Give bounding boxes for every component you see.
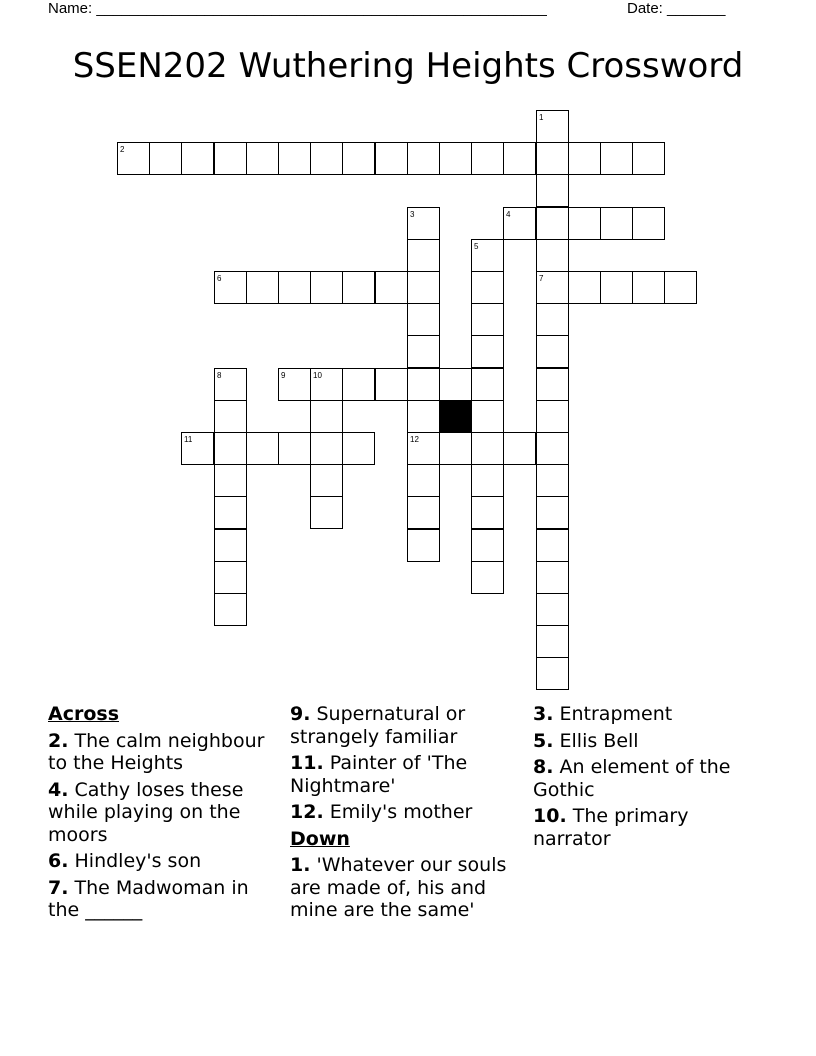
crossword-cell[interactable] <box>536 207 569 240</box>
crossword-cell[interactable] <box>181 432 214 465</box>
crossword-cell[interactable] <box>568 207 601 240</box>
clue-number: 12. <box>290 801 324 823</box>
down-heading: Down <box>290 827 350 850</box>
crossword-cell[interactable] <box>407 496 440 529</box>
clue-across-9 <box>290 703 526 748</box>
crossword-cell[interactable] <box>471 271 504 304</box>
page-title: SSEN202 Wuthering Heights Crossword <box>72 46 744 86</box>
crossword-cell[interactable] <box>471 529 504 562</box>
crossword-cell[interactable] <box>407 432 440 465</box>
crossword-cell[interactable] <box>278 142 311 175</box>
crossword-cell[interactable] <box>536 464 569 497</box>
crossword-cell[interactable] <box>536 174 569 207</box>
clue-number-label: 11 <box>184 435 193 444</box>
clue-text: Entrapment <box>559 703 673 725</box>
crossword-cell[interactable] <box>600 271 633 304</box>
crossword-cell[interactable] <box>117 142 150 175</box>
clue-across-7 <box>48 877 284 922</box>
clue-number: 7. <box>48 876 69 899</box>
crossword-cell[interactable] <box>568 271 601 304</box>
crossword-cell[interactable] <box>568 142 601 175</box>
clue-number-label: 2 <box>120 145 125 154</box>
crossword-cell[interactable] <box>407 303 440 336</box>
crossword-cell[interactable] <box>471 303 504 336</box>
clue-down-3 <box>533 703 769 726</box>
clue-across-6 <box>48 850 284 873</box>
clues-column-3 <box>533 703 769 854</box>
crossword-cell[interactable] <box>536 271 569 304</box>
crossword-cell[interactable] <box>278 368 311 401</box>
clue-across-4 <box>48 779 284 847</box>
crossword-cell[interactable] <box>214 142 247 175</box>
crossword-cell[interactable] <box>310 271 343 304</box>
crossword-cell[interactable] <box>407 271 440 304</box>
crossword-cell[interactable] <box>536 303 569 336</box>
crossword-cell[interactable] <box>536 368 569 401</box>
crossword-cell[interactable] <box>471 561 504 594</box>
crossword-cell[interactable] <box>214 400 247 433</box>
clue-number-label: 4 <box>506 210 511 219</box>
crossword-cell[interactable] <box>536 110 569 143</box>
crossword-cell[interactable] <box>375 271 408 304</box>
clue-number: 3. <box>533 703 554 725</box>
crossword-cell[interactable] <box>471 400 504 433</box>
crossword-cell[interactable] <box>536 529 569 562</box>
clue-number: 11. <box>290 752 324 774</box>
clue-number: 9. <box>290 703 311 725</box>
crossword-cell[interactable] <box>278 271 311 304</box>
clue-number-label: 8 <box>217 371 222 380</box>
clue-text: The Madwoman in the ______ <box>48 876 249 921</box>
clue-text: Supernatural or strangely familiar <box>290 703 466 748</box>
clue-text: The primary narrator <box>533 805 689 850</box>
crossword-cell[interactable] <box>503 142 536 175</box>
crossword-cell[interactable] <box>471 464 504 497</box>
crossword-cell[interactable] <box>375 368 408 401</box>
clues-column-2 <box>290 703 526 926</box>
clue-text: The calm neighbour to the Heights <box>48 729 265 774</box>
crossword-cell[interactable] <box>664 271 697 304</box>
clue-down-5 <box>533 730 769 753</box>
clue-across-2 <box>48 730 284 775</box>
clue-number: 6. <box>48 850 69 872</box>
clue-text: Hindley's son <box>74 850 202 872</box>
clue-text: Cathy loses these while playing on the moors <box>48 778 244 846</box>
clue-number: 4. <box>48 778 69 801</box>
crossword-cell[interactable] <box>536 625 569 658</box>
crossword-cell[interactable] <box>439 368 472 401</box>
crossword-cell[interactable] <box>246 271 279 304</box>
crossword-cell[interactable] <box>181 142 214 175</box>
crossword-cell[interactable] <box>310 142 343 175</box>
crossword-cell[interactable] <box>278 432 311 465</box>
crossword-cell[interactable] <box>214 561 247 594</box>
crossword-cell[interactable] <box>214 496 247 529</box>
clue-number: 2. <box>48 729 69 752</box>
clue-number-label: 9 <box>281 371 286 380</box>
across-heading: Across <box>48 703 120 725</box>
clues-column-1 <box>48 703 284 926</box>
date-label: Date: _______ <box>627 0 726 17</box>
crossword-cell[interactable] <box>214 368 247 401</box>
crossword-cell[interactable] <box>536 335 569 368</box>
crossword-cell[interactable] <box>471 142 504 175</box>
crossword-cell[interactable] <box>471 335 504 368</box>
clue-across-11 <box>290 752 526 797</box>
crossword-cell[interactable] <box>342 432 375 465</box>
crossword-cell[interactable] <box>536 432 569 465</box>
crossword-cell[interactable] <box>246 432 279 465</box>
crossword-cell[interactable] <box>632 271 665 304</box>
crossword-cell[interactable] <box>407 142 440 175</box>
crossword-cell[interactable] <box>503 207 536 240</box>
crossword-cell[interactable] <box>310 368 343 401</box>
clue-number-label: 7 <box>539 274 544 283</box>
clue-number: 5. <box>533 729 554 752</box>
crossword-cell[interactable] <box>536 657 569 690</box>
clue-text: An element of the Gothic <box>533 756 731 801</box>
crossword-cell[interactable] <box>536 561 569 594</box>
crossword-cell[interactable] <box>503 432 536 465</box>
crossword-cell[interactable] <box>600 207 633 240</box>
clue-number-label: 10 <box>313 371 322 380</box>
crossword-cell[interactable] <box>214 529 247 562</box>
crossword-cell[interactable] <box>375 142 408 175</box>
clue-down-1 <box>290 854 526 922</box>
crossword-cell[interactable] <box>214 464 247 497</box>
crossword-cell[interactable] <box>407 207 440 240</box>
crossword-cell[interactable] <box>149 142 182 175</box>
clue-down-10 <box>533 805 769 850</box>
crossword-cell[interactable] <box>471 239 504 272</box>
crossword-cell[interactable] <box>407 400 440 433</box>
crossword-cell[interactable] <box>536 496 569 529</box>
clue-text: Ellis Bell <box>559 729 639 752</box>
crossword-cell[interactable] <box>471 432 504 465</box>
name-label: Name: ______________________________________________________ <box>48 0 547 17</box>
crossword-cell[interactable] <box>407 368 440 401</box>
clue-number-label: 1 <box>539 113 544 122</box>
clue-text: Emily's mother <box>329 801 473 823</box>
crossword-cell[interactable] <box>214 432 247 465</box>
clue-down-8 <box>533 756 769 801</box>
crossword-cell[interactable] <box>310 464 343 497</box>
crossword-cell[interactable] <box>342 368 375 401</box>
crossword-cell[interactable] <box>407 239 440 272</box>
clue-number-label: 5 <box>474 242 479 251</box>
crossword-cell[interactable] <box>536 400 569 433</box>
crossword-black-cell <box>439 400 472 433</box>
crossword-cell[interactable] <box>214 593 247 626</box>
crossword-cell[interactable] <box>439 142 472 175</box>
crossword-cell[interactable] <box>310 432 343 465</box>
clues-section <box>48 703 768 1003</box>
clue-text: 'Whatever our souls are made of, his and mine are the same' <box>290 854 507 921</box>
clue-number-label: 3 <box>410 210 415 219</box>
crossword-cell[interactable] <box>632 142 665 175</box>
crossword-cell[interactable] <box>439 432 472 465</box>
crossword-cell[interactable] <box>407 335 440 368</box>
crossword-cell[interactable] <box>407 529 440 562</box>
crossword-cell[interactable] <box>310 496 343 529</box>
clue-number-label: 12 <box>410 435 419 444</box>
crossword-cell[interactable] <box>407 464 440 497</box>
crossword-cell[interactable] <box>214 271 247 304</box>
clue-number: 1. <box>290 854 311 876</box>
clue-number-label: 6 <box>217 274 222 283</box>
crossword-cell[interactable] <box>246 142 279 175</box>
crossword-cell[interactable] <box>471 368 504 401</box>
crossword-cell[interactable] <box>342 271 375 304</box>
crossword-cell[interactable] <box>536 593 569 626</box>
crossword-cell[interactable] <box>536 142 569 175</box>
crossword-cell[interactable] <box>342 142 375 175</box>
crossword-cell[interactable] <box>600 142 633 175</box>
clue-text: Painter of 'The Nightmare' <box>290 752 468 797</box>
crossword-cell[interactable] <box>471 496 504 529</box>
clue-number: 8. <box>533 756 554 778</box>
crossword-cell[interactable] <box>632 207 665 240</box>
clue-across-12 <box>290 801 526 824</box>
clue-number: 10. <box>533 805 567 827</box>
crossword-cell[interactable] <box>310 400 343 433</box>
crossword-cell[interactable] <box>536 239 569 272</box>
